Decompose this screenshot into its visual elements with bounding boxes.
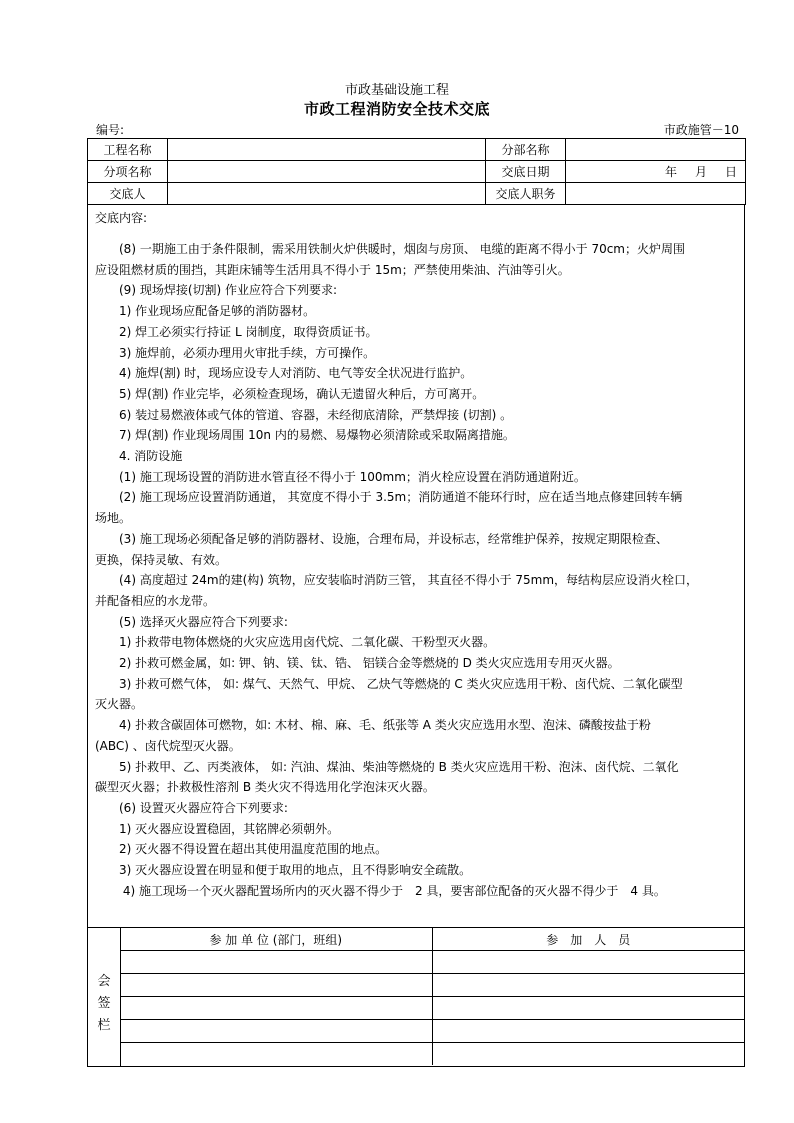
document-title: 市政工程消防安全技术交底	[303, 100, 490, 118]
content-line: 4) 施焊(割) 时，现场应设专人对消防、电气等安全状况进行监护。	[95, 366, 473, 381]
content-line: 3) 施焊前，必须办理用火审批手续，方可操作。	[95, 345, 376, 360]
document-number-label: 编号:	[96, 123, 125, 137]
content-line: 应设阻燃材质的围挡，其距床铺等生活用具不得小于 15m；严禁使用柴油、汽油等引火。	[95, 262, 570, 277]
content-line: 4. 消防设施	[95, 449, 183, 464]
signoff-side-char: 栏	[97, 1018, 111, 1033]
discloser-title-field[interactable]	[566, 183, 746, 205]
form-code: 市政施管－10	[663, 123, 739, 137]
unit-cell[interactable]	[120, 997, 432, 1020]
content-line: (4) 高度超过 24m的建(构) 筑物，应安装临时消防三管， 其直径不得小于 75mm，每结构层应设消火栓口，	[95, 573, 699, 588]
content-line: (ABC) 、卤代烷型灭火器。	[95, 738, 241, 753]
signoff-side-char: 会	[97, 974, 111, 989]
content-line: 5) 焊(割) 作业完毕，必须检查现场，确认无遗留火种后，方可离开。	[95, 386, 485, 401]
item-label: 分项名称	[88, 161, 168, 183]
date-field[interactable]	[566, 161, 746, 183]
signoff-row	[120, 974, 744, 997]
unit-cell[interactable]	[120, 951, 432, 974]
date-label: 交底日期	[486, 161, 566, 183]
content-line: 6) 装过易燃液体或气体的管道、容器，未经彻底清除，严禁焊接 (切割) 。	[95, 407, 513, 422]
signoff-row	[120, 997, 744, 1020]
people-cell[interactable]	[432, 951, 744, 974]
signoff-table	[120, 928, 744, 1065]
column-header-unit: 参 加 单 位 (部门，班组)	[120, 928, 432, 951]
people-cell[interactable]	[432, 1043, 744, 1066]
content-line: 3) 灭火器应设置在明显和便于取用的地点，且不得影响安全疏散。	[95, 863, 472, 878]
content-line: 1) 作业现场应配备足够的消防器材。	[95, 304, 316, 319]
discloser-label: 交底人	[88, 183, 168, 205]
people-cell[interactable]	[432, 974, 744, 997]
column-header-people: 参 加 人 员	[432, 928, 744, 951]
signoff-row	[120, 951, 744, 974]
content-line: 并配备相应的水龙带。	[95, 593, 216, 608]
unit-cell[interactable]	[120, 1020, 432, 1043]
content-line: (1) 施工现场设置的消防进水管直径不得小于 100mm；消火栓应设置在消防通道附近。	[95, 469, 586, 484]
people-cell[interactable]	[432, 1020, 744, 1043]
info-row	[88, 183, 746, 205]
info-table	[87, 138, 746, 205]
content-line: 1) 灭火器应设置稳固，其铭牌必须朝外。	[95, 821, 340, 836]
info-row	[88, 139, 746, 161]
document-pretitle: 市政基础设施工程	[344, 83, 449, 98]
content-body	[95, 239, 739, 902]
content-label: 交底内容:	[95, 211, 148, 225]
content-line: (2) 施工现场应设置消防通道， 其宽度不得小于 3.5m；消防通道不能环行时，应在适当地点修建回转车辆	[95, 490, 683, 505]
discloser-title-label: 交底人职务	[486, 183, 566, 205]
signoff-header-row	[120, 928, 744, 951]
signoff-section	[87, 927, 745, 1067]
content-line: (8) 一期施工由于条件限制，需采用铁制火炉供暖时，烟囱与房顶、 电缆的距离不得小于 70cm；火炉周围	[95, 242, 686, 256]
content-line: (6) 设置灭火器应符合下列要求:	[95, 800, 288, 815]
content-line: 3) 扑救可燃气体， 如: 煤气、天然气、甲烷、 乙炔气等燃烧的 C 类火灾应选用干粉、卤代烷、二氧化碳型	[95, 676, 683, 691]
unit-cell[interactable]	[120, 974, 432, 997]
discloser-field[interactable]	[168, 183, 486, 205]
content-line: (5) 选择灭火器应符合下列要求:	[95, 614, 288, 629]
content-line: 场地。	[95, 511, 132, 526]
date-month: 月	[694, 165, 707, 179]
item-field[interactable]	[168, 161, 486, 183]
project-name-label: 工程名称	[88, 139, 168, 161]
content-line: 4) 扑救含碳固体可燃物，如: 木材、棉、麻、毛、纸张等 A 类火灾应选用水型、泡沫、磷酸按盐于粉	[95, 718, 651, 733]
disclosure-content-box	[87, 204, 745, 928]
content-line: 1) 扑救带电物体燃烧的火灾应选用卤代烷、二氧化碳、干粉型灭火器。	[95, 635, 496, 650]
info-row	[88, 161, 746, 183]
signoff-row	[120, 1020, 744, 1043]
content-line: 碳型灭火器；扑救极性溶剂 B 类火灾不得选用化学泡沫灭火器。	[95, 780, 435, 795]
project-name-field[interactable]	[168, 139, 486, 161]
division-field[interactable]	[566, 139, 746, 161]
content-line: 2) 焊工必须实行持证 L 岗制度，取得资质证书。	[95, 324, 378, 339]
date-year: 年	[664, 165, 677, 179]
content-line: (9) 现场焊接(切割) 作业应符合下列要求:	[95, 283, 338, 298]
signoff-side-char: 签	[97, 996, 111, 1011]
content-line: 5) 扑救甲、乙、丙类液体， 如: 汽油、煤油、柴油等燃烧的 B 类火灾应选用干粉、泡沫、卤代烷、二氧化	[95, 759, 679, 774]
signoff-side-label	[88, 928, 121, 1066]
people-cell[interactable]	[432, 997, 744, 1020]
content-line: 2) 灭火器不得设置在超出其使用温度范围的地点。	[95, 842, 388, 857]
content-line: 更换，保持灵敏、有效。	[95, 552, 228, 567]
division-label: 分部名称	[486, 139, 566, 161]
date-day: 日	[724, 165, 737, 179]
content-line: (3) 施工现场必须配备足够的消防器材、设施，合理布局，并设标志，经常维护保养，按规定期限检查、	[95, 531, 668, 546]
content-line: 4) 施工现场一个灭火器配置场所内的灭火器不得少于 2 具，要害部位配备的灭火器不得少于 4 具。	[95, 883, 666, 898]
unit-cell[interactable]	[120, 1043, 432, 1066]
content-line: 7) 焊(割) 作业现场周围 10n 内的易燃、易爆物必须清除或采取隔离措施。	[95, 428, 515, 443]
signoff-row	[120, 1043, 744, 1066]
content-line: 2) 扑救可燃金属，如: 钾、钠、镁、钛、锆、 铝镁合金等燃烧的 D 类火灾应选用专用灭火器。	[95, 656, 620, 671]
content-line: 灭火器。	[95, 697, 144, 712]
